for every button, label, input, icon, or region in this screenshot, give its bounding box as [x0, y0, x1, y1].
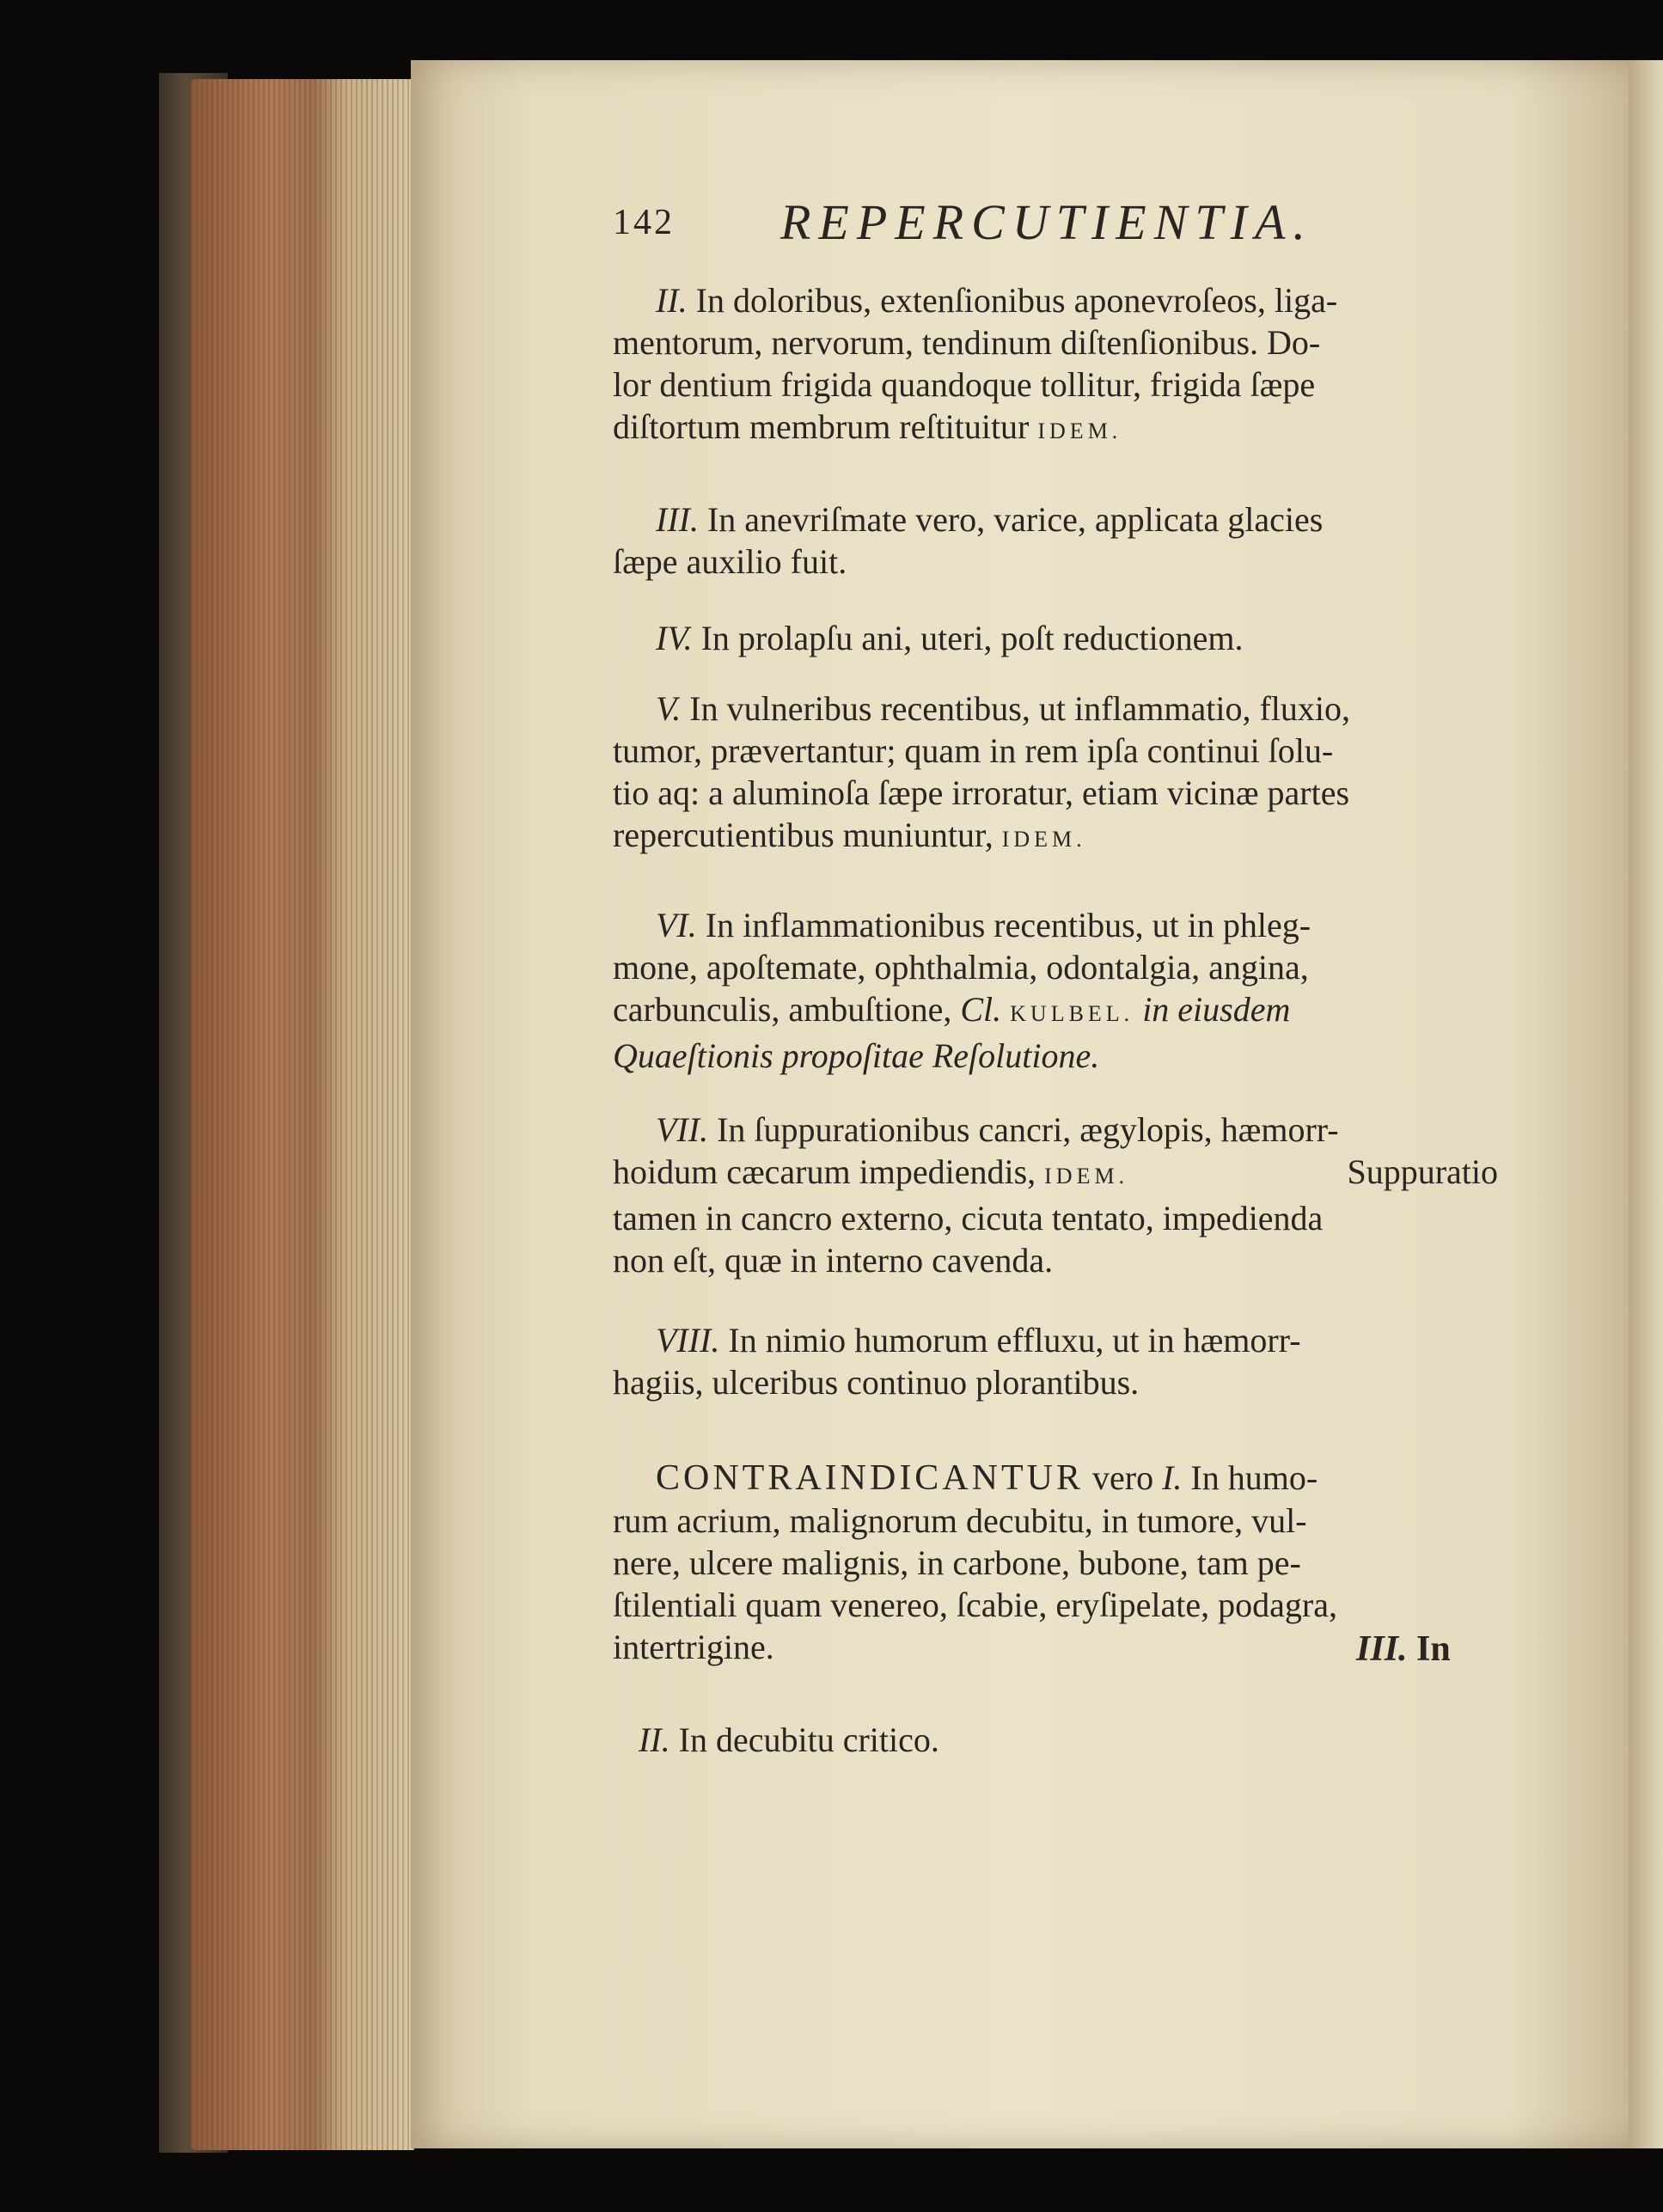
text-line: tumor, prævertantur; quam in rem ipſa continui ſolu- — [613, 731, 1334, 770]
paragraph-iv — [613, 617, 1498, 659]
text-line: nere, ulcere malignis, in carbone, bubone, tam pe- — [613, 1543, 1301, 1582]
line-text: In anevriſmate vero, varice, applicata glacies — [706, 500, 1324, 539]
section-numeral: III. — [656, 500, 699, 539]
paragraph-ii — [613, 279, 1498, 452]
reference-text: in eiusdem — [1142, 990, 1291, 1029]
line-text: diſtortum membrum reſtituitur — [613, 407, 1030, 446]
text-line — [613, 1719, 1498, 1761]
paragraph-vi — [613, 904, 1498, 1077]
text-line — [613, 279, 1498, 321]
text-line — [613, 1319, 1498, 1361]
line-text: In nimio humorum effluxu, ut in hæmorr- — [728, 1321, 1301, 1360]
page-header — [613, 193, 1498, 254]
text-line: non eſt, quæ in interno cavenda. — [613, 1241, 1054, 1280]
text-line: hagiis, ulceribus continuo plorantibus. — [613, 1363, 1140, 1402]
author-reference: IDEM. — [1037, 419, 1122, 443]
section-lead: CONTRAINDICANTUR — [656, 1458, 1084, 1498]
text-line: tio aq: a aluminoſa ſæpe irroratur, etiam vicinæ partes — [613, 773, 1350, 812]
text-line: ſtilentiali quam venereo, ſcabie, eryſipelate, podagra, — [613, 1586, 1337, 1624]
section-numeral: II. — [656, 281, 688, 320]
text-line — [613, 1151, 1498, 1197]
line-text: In inflammationibus recentibus, ut in phleg- — [705, 906, 1311, 944]
line-text: hoidum cæcarum impediendis, — [613, 1152, 1036, 1191]
section-numeral: IV. — [656, 619, 693, 657]
section-numeral: II. — [639, 1720, 670, 1759]
page-edges — [191, 79, 414, 2150]
text-line — [613, 814, 1498, 860]
text-line — [613, 1457, 1498, 1500]
line-text: carbunculis, ambuſtione, — [613, 990, 952, 1029]
text-line: lor dentium frigida quandoque tollitur, frigida ſæpe — [613, 365, 1316, 404]
text-line — [613, 904, 1498, 946]
paragraph-iii — [613, 498, 1498, 583]
line-text: Suppuratio — [1347, 1152, 1498, 1191]
catchword-word: In — [1416, 1629, 1451, 1669]
text-line: ſæpe auxilio fuit. — [613, 542, 847, 581]
line-text: vero — [1092, 1458, 1154, 1497]
text-line — [613, 498, 1498, 541]
running-head: REPERCUTIENTIA. — [780, 194, 1313, 250]
line-text: In prolapſu ani, uteri, poſt reductionem. — [700, 619, 1244, 657]
line-text: repercutientibus muniuntur, — [613, 816, 994, 854]
author-reference: KULBEL. — [1010, 1001, 1134, 1026]
section-numeral: I. — [1162, 1458, 1183, 1497]
section-numeral: V. — [656, 689, 682, 728]
author-reference: IDEM. — [1044, 1164, 1129, 1188]
line-text: In humo- — [1190, 1458, 1318, 1497]
text-line: Quaeſtionis propoſitae Reſolutione. — [613, 1036, 1100, 1075]
paragraph-viii — [613, 1319, 1498, 1403]
line-text: In vulneribus recentibus, ut inflammatio, fluxio, — [689, 689, 1351, 728]
text-line: mone, apoſtemate, ophthalmia, odontalgia, angina, — [613, 948, 1309, 987]
text-line — [613, 406, 1498, 452]
line-text: In decubitu critico. — [678, 1720, 939, 1759]
section-numeral: VIII. — [656, 1321, 720, 1360]
catchword-numeral: III. — [1356, 1629, 1408, 1669]
paragraph-vii — [613, 1109, 1498, 1281]
text-line — [613, 1109, 1498, 1151]
text-line: tamen in cancro externo, cicuta tentato, impedienda — [613, 1199, 1324, 1237]
section-numeral: VII. — [656, 1110, 709, 1149]
text-line — [613, 687, 1498, 730]
line-text: In ſuppurationibus cancri, ægylopis, hæmorr- — [717, 1110, 1339, 1149]
text-line: mentorum, nervorum, tendinum diſtenſionibus. Do- — [613, 323, 1321, 362]
honorific: Cl. — [960, 990, 1002, 1029]
catchword — [1356, 1628, 1451, 1670]
line-text: In doloribus, extenſionibus aponevroſeos, liga- — [695, 281, 1338, 320]
facing-page-edge — [1629, 60, 1663, 2148]
text-line: rum acrium, malignorum decubitu, in tumore, vul- — [613, 1501, 1307, 1540]
page-number: 142 — [613, 203, 675, 242]
section-numeral: VI. — [656, 906, 697, 944]
paragraph-contra-ii — [613, 1719, 1498, 1761]
text-line — [613, 988, 1498, 1035]
text-line: intertrigine. — [613, 1628, 774, 1666]
author-reference: IDEM. — [1001, 827, 1086, 852]
paragraph-v — [613, 687, 1498, 860]
text-line — [613, 617, 1498, 659]
